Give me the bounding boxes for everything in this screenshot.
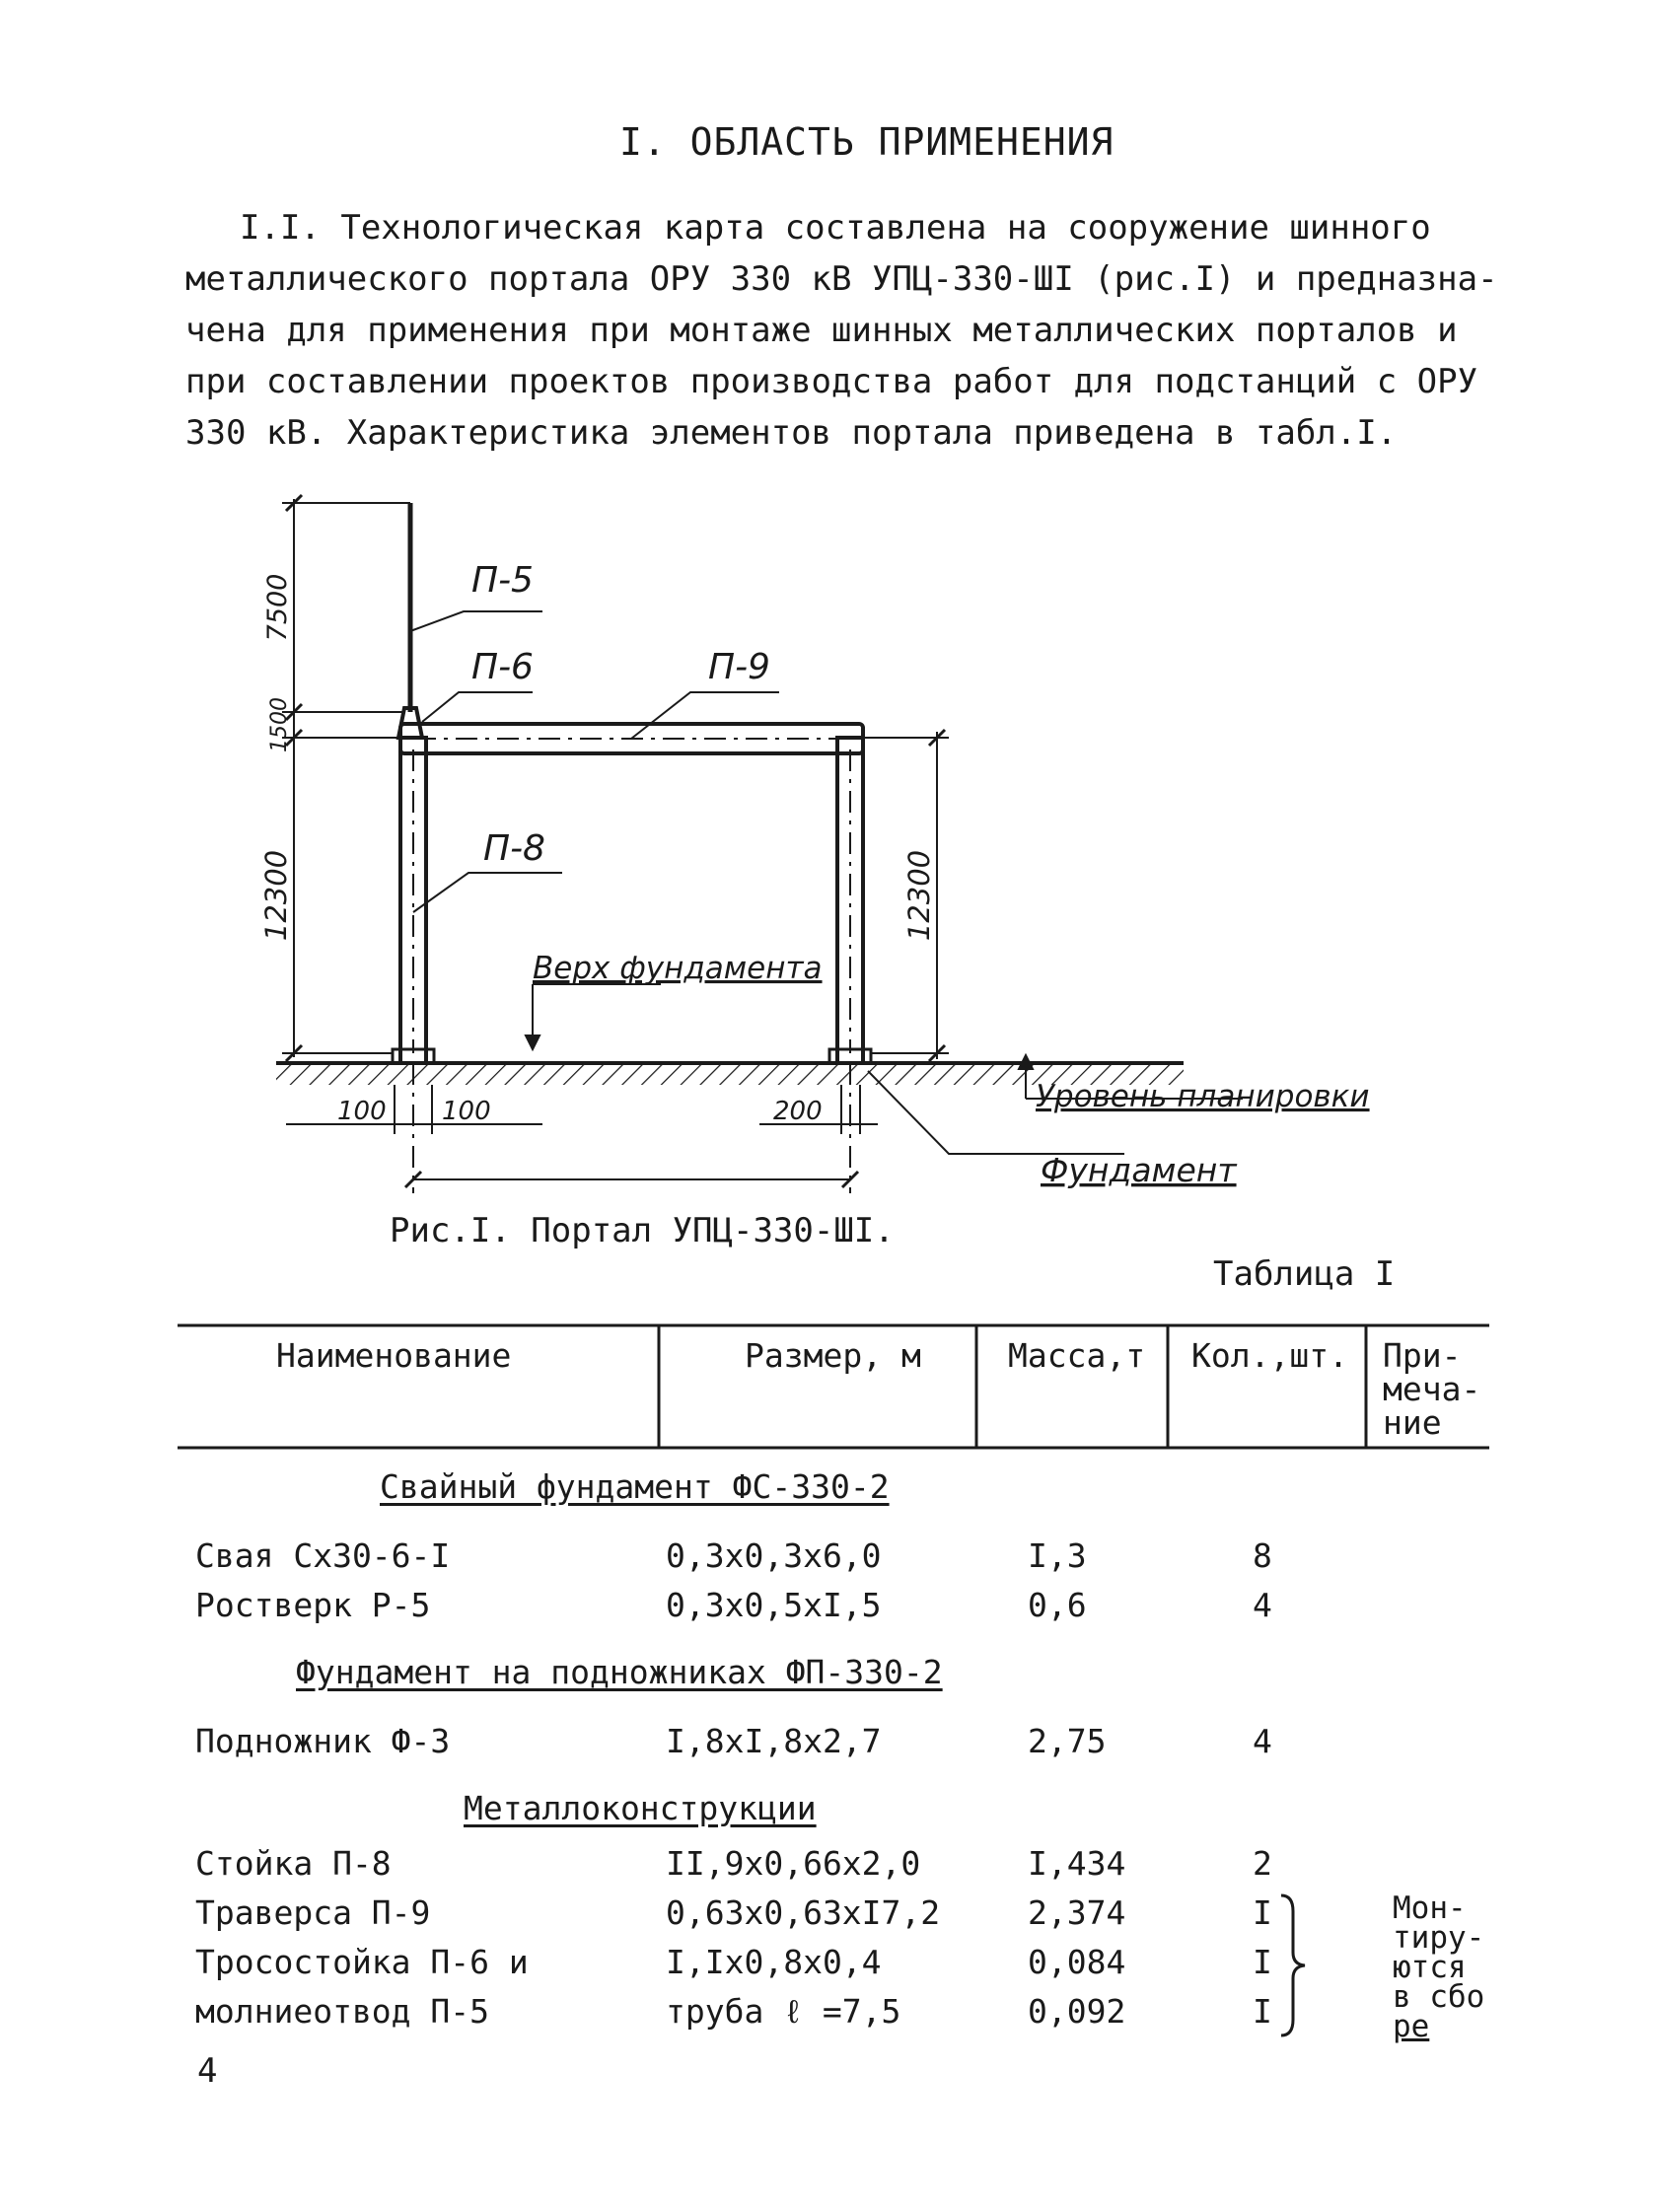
dimension-200: 200 [773,1097,823,1126]
page-number: 4 [197,2051,218,2091]
grouping-brace [1277,1891,1317,2039]
leader-p6 [422,692,533,722]
paragraph-line: чена для применения при монтаже шинных металлических порталов и [185,311,1458,350]
row-mass: I,3 [1028,1536,1087,1575]
row-mass: 2,374 [1028,1893,1126,1932]
row-name: Ростверк Р-5 [195,1586,431,1624]
row-mass: 0,092 [1028,1992,1126,2031]
row-mass: 0,084 [1028,1943,1126,1981]
row-size: труба ℓ =7,5 [666,1992,901,2031]
row-name: Стойка П-8 [195,1844,392,1883]
paragraph-line: при составлении проектов производства работ для подстанций с ОРУ [185,362,1478,401]
label-p9: П-9 [708,647,770,687]
label-p5: П-5 [471,560,534,601]
row-size: 0,3х0,5хI,5 [666,1586,882,1624]
portal-drawing [247,483,1479,1233]
row-mass: I,434 [1028,1844,1126,1883]
row-qty: 2 [1253,1844,1272,1883]
dimension-100-left: 100 [337,1097,387,1126]
label-p6: П-6 [471,647,534,687]
paragraph-line: металлического портала ОРУ 330 кВ УПЦ-330-ШI (рис.I) и предназна- [185,259,1498,299]
section-title: I. ОБЛАСТЬ ПРИМЕНЕНИЯ [619,120,1115,164]
figure-caption: Рис.I. Портал УПЦ-330-ШI. [390,1211,895,1250]
row-mass: 2,75 [1028,1722,1107,1760]
label-grade-level: Уровень планировки [1036,1079,1370,1114]
row-name: Траверса П-9 [195,1893,431,1932]
table-label: Таблица I [1213,1254,1396,1294]
foundation-top-marker [526,1035,539,1049]
header-qty: Кол.,шт. [1191,1336,1348,1375]
leader-p5 [410,611,542,631]
row-size: 0,63х0,63хI7,2 [666,1893,941,1932]
section-title: Металлоконструкции [464,1789,817,1827]
intro-paragraph [185,202,1507,459]
row-size: 0,3х0,3х6,0 [666,1536,882,1575]
row-size: I,8хI,8х2,7 [666,1722,882,1760]
leader-p9 [631,692,779,739]
row-size: II,9х0,66х2,0 [666,1844,921,1883]
row-size: I,Iх0,8х0,4 [666,1943,882,1981]
header-mass: Масса,т [1008,1336,1146,1375]
row-name: Подножник Ф-3 [195,1722,451,1760]
paragraph-line: I.I. Технологическая карта составлена на сооружение шинного [240,208,1431,248]
paragraph-line: 330 кВ. Характеристика элементов портала приведена в табл.I. [185,413,1398,453]
dimension-1500: 1500 [267,697,292,752]
dimension-12300-right: 12300 [902,849,936,942]
section-title: Свайный фундамент ФС-330-2 [380,1467,890,1506]
header-note: При- меча- ние [1383,1336,1481,1442]
row-qty: I [1253,1893,1272,1932]
dimension-12300-left: 12300 [259,849,293,942]
row-qty: 8 [1253,1536,1272,1575]
row-qty: 4 [1253,1586,1272,1624]
dimension-7500: 7500 [262,573,293,642]
section-title: Фундамент на подножниках ФП-330-2 [296,1653,943,1691]
row-qty: I [1253,1943,1272,1981]
dimension-100-right: 100 [442,1097,491,1126]
characteristics-table [178,1321,1489,2101]
label-foundation: Фундамент [1041,1151,1237,1189]
header-name: Наименование [276,1336,512,1375]
label-foundation-top: Верх фундамента [533,951,823,986]
row-mass: 0,6 [1028,1586,1087,1624]
header-size: Размер, м [745,1336,921,1375]
mount-note: Мон- тиру- ются в сбо ре [1393,1891,1485,2044]
row-qty: 4 [1253,1722,1272,1760]
row-name: Тросостойка П-6 и [195,1943,529,1981]
portal-figure [247,483,1479,1233]
row-qty: I [1253,1992,1272,2031]
row-name: Свая Сх30-6-I [195,1536,451,1575]
leader-p8 [413,873,562,912]
label-p8: П-8 [483,828,545,869]
row-name: молниеотвод П-5 [195,1992,490,2031]
